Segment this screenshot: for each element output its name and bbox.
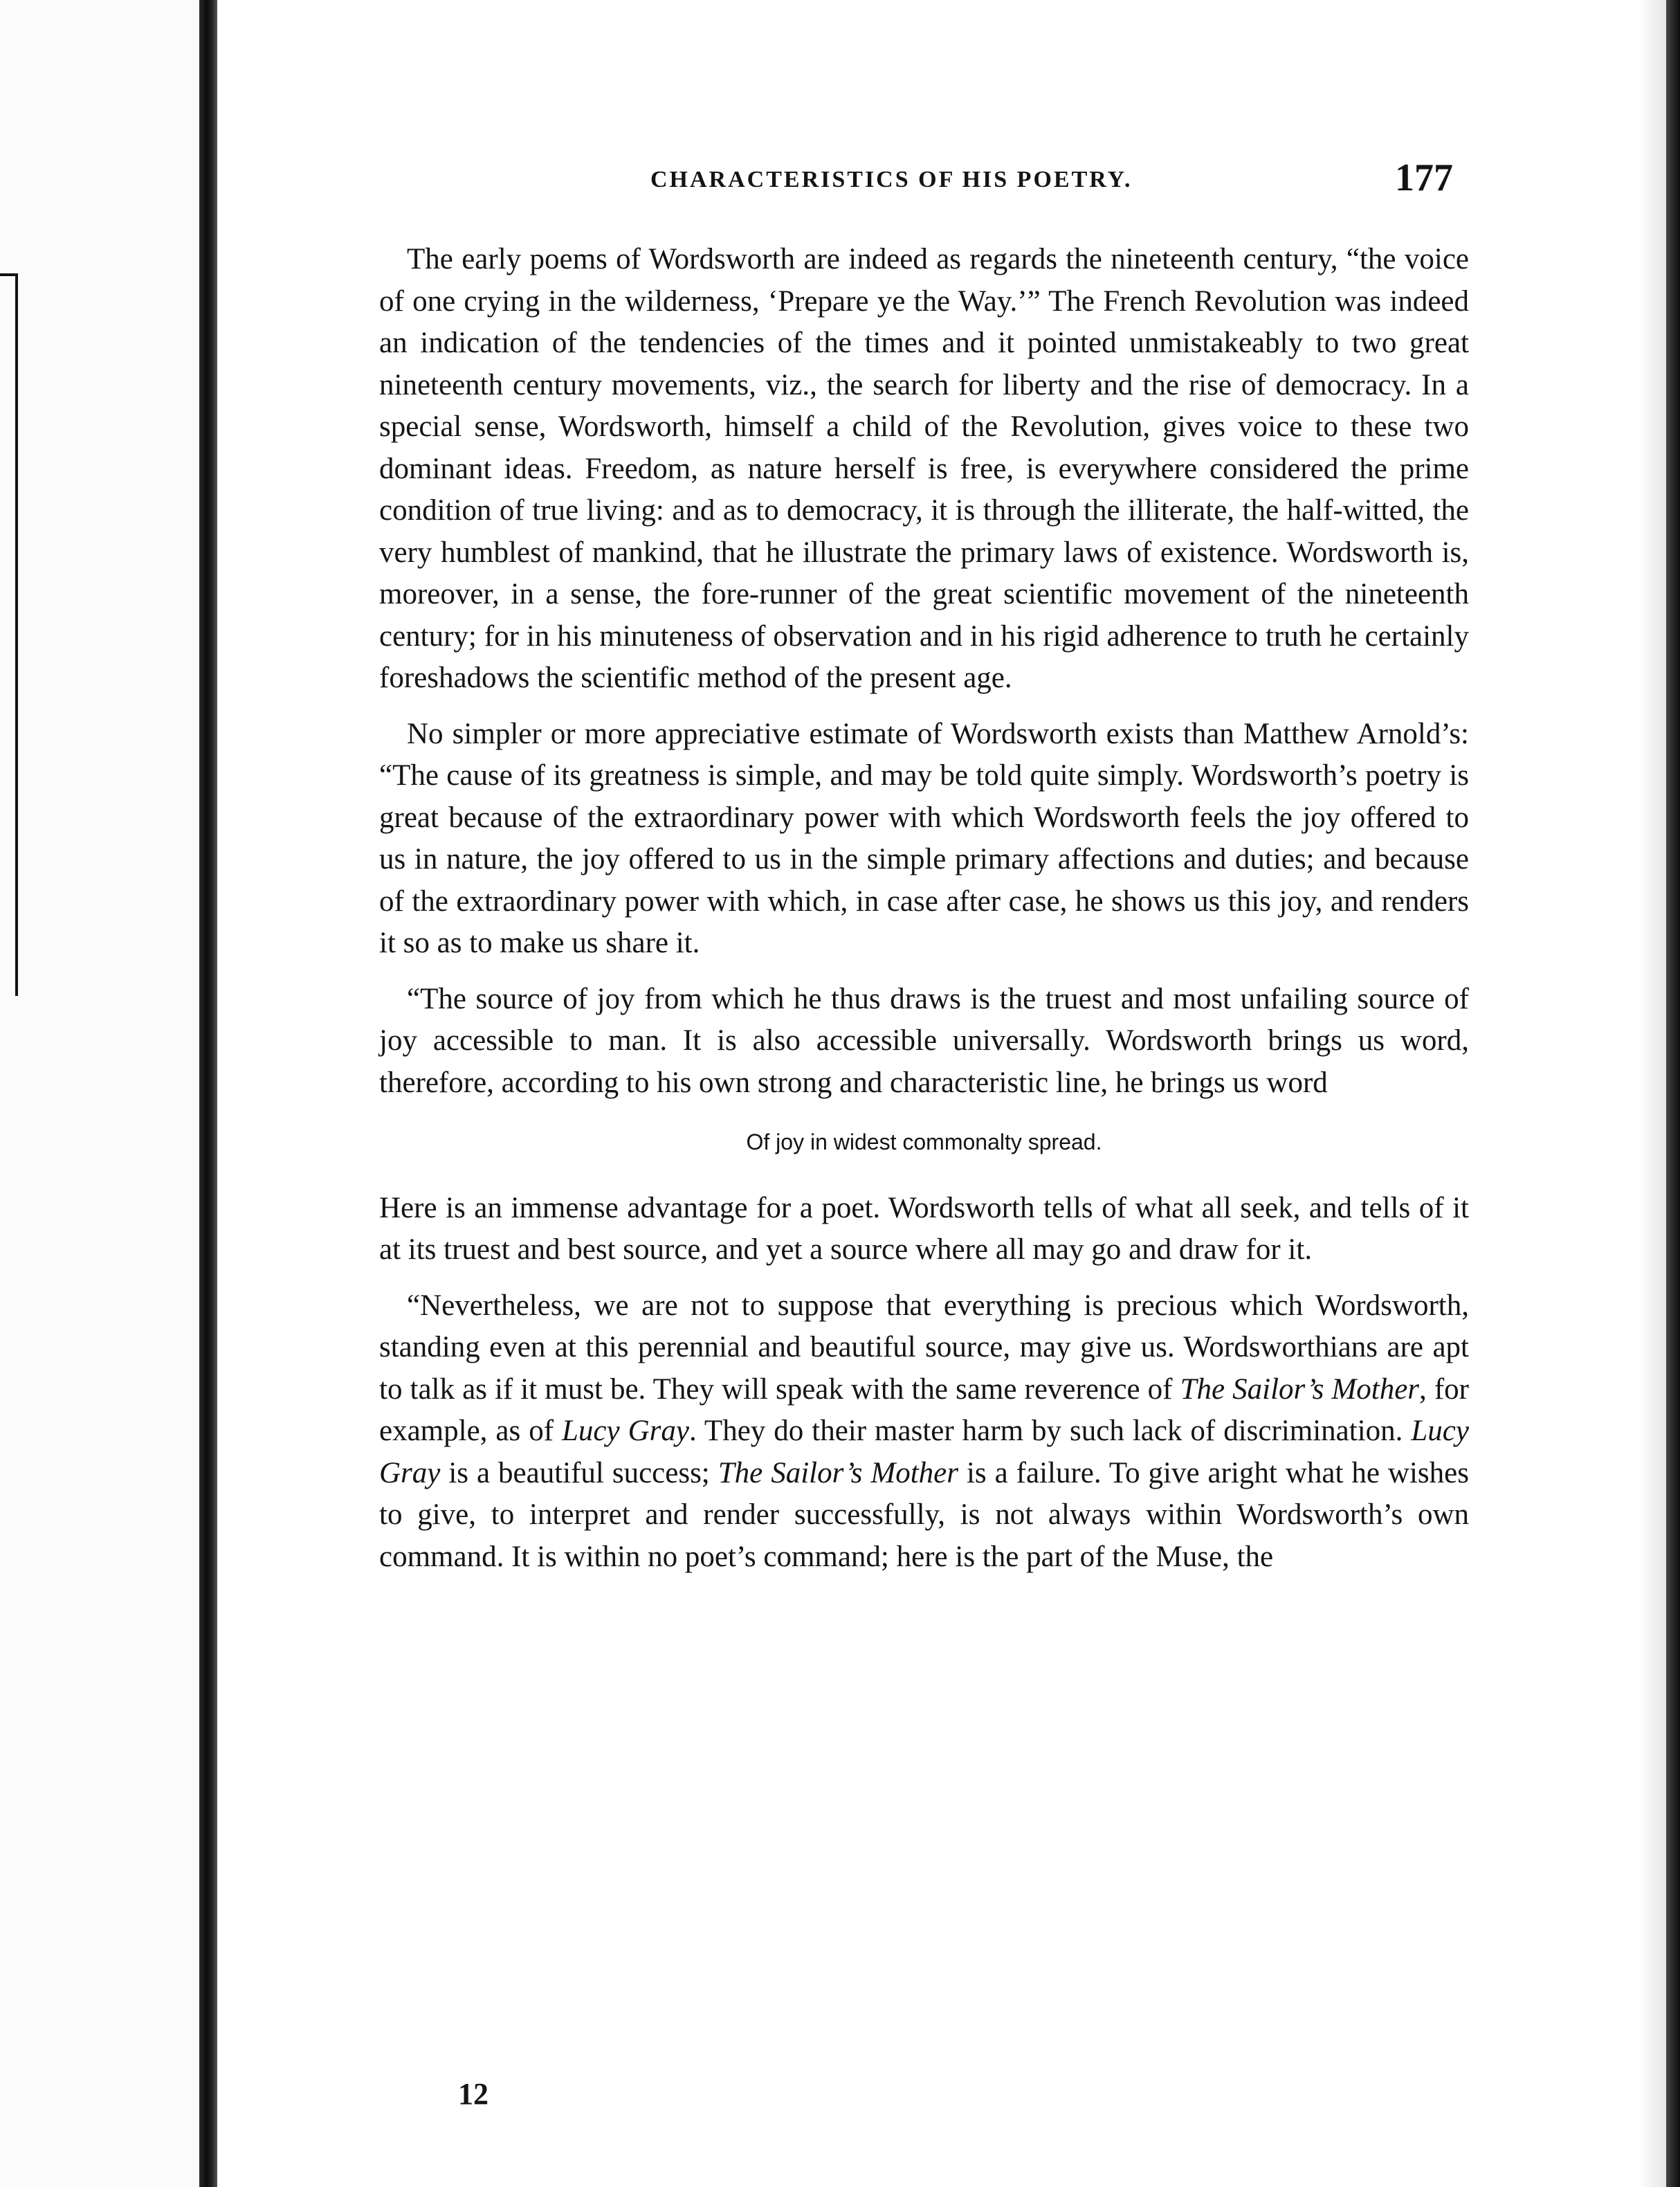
paragraph-5-text-d: is a beautiful success; <box>440 1456 718 1489</box>
title-lucy-gray: Lucy Gray <box>562 1415 689 1447</box>
signature-mark: 12 <box>458 2077 489 2111</box>
facing-page-frame-line <box>0 273 18 996</box>
paragraph-5 <box>379 1285 1469 1579</box>
paragraph-2: No simpler or more appreciative estimate of Wordsworth exists than Matthew Arnold’s: “The cause of its greatness is simple, and may be told quite simply. Wordsworth’s poetry is great because of the extraordinary power with which Wordsworth feels the joy offered to us in nature, the joy offered to us in the simple primary affections and duties; and because of the extraordinary power with which, in case after case, he shows us this joy, and renders it so as to make us share it. <box>379 717 1469 959</box>
paragraph-5-text-b: , for example, as of <box>379 1372 1469 1447</box>
running-head <box>374 156 1453 218</box>
paragraph-5-text-c: . They do their master harm by such lack of discrimination. <box>688 1415 1412 1447</box>
running-title: CHARACTERISTICS OF HIS POETRY. <box>650 167 1133 192</box>
paragraph-3: “The source of joy from which he thus draws is the truest and most unfailing source of joy accessible to man. It is also accessible universally. Wordsworth brings us word, therefore, according to his own strong and characteristic line, he brings us word <box>379 982 1469 1099</box>
page-edge-shadow <box>1638 0 1666 2187</box>
right-page-border <box>1666 0 1680 2187</box>
paragraph-5-text-a: “Nevertheless, we are not to suppose that everything is precious which Wordsworth, standing even at this perennial and beautiful source, may give us. Wordsworthians are apt to talk as if it must be. They will speak with the same reverence of <box>379 1289 1469 1406</box>
title-sailors-mother: The Sailor’s Mother <box>1180 1372 1420 1406</box>
verse-quotation: Of joy in widest commonalty spread. <box>746 1129 1102 1154</box>
title-sailors-mother-2: The Sailor’s Mother <box>718 1456 958 1489</box>
body-text <box>379 239 1469 1592</box>
paragraph-4: Here is an immense advantage for a poet. Wordsworth tells of what all seek, and tells of it at its truest and best source, and yet a source where all may go and draw for it. <box>379 1191 1469 1266</box>
book-binding-gutter <box>199 0 217 2187</box>
paragraph-5-text-e: is a failure. To give aright what he wishes to give, to interpret and render successfully, is not always within Wordsworth’s own command. It is within no poet’s command; here is the part of the Muse, the <box>379 1456 1469 1573</box>
facing-page-edge <box>0 0 208 2187</box>
title-lucy-gray-2: Lucy Gray <box>379 1415 1469 1489</box>
paragraph-1: The early poems of Wordsworth are indeed as regards the nineteenth century, “the voice of one crying in the wilderness, ‘Prepare ye the Way.’” The French Revolution was indeed an indication of the tendencies of the times and it pointed unmistakeably to two great nineteenth century movements, viz., the search for liberty and the rise of democracy. In a special sense, Wordsworth, himself a child of the Revolution, gives voice to these two dominant ideas. Freedom, as nature herself is free, is everywhere considered the prime condition of true living: and as to democracy, it is through the illiterate, the half-witted, the very humblest of mankind, that he illustrate the primary laws of existence. Wordsworth is, moreover, in a sense, the fore-runner of the great scientific movement of the nineteenth century; for in his minuteness of observation and in his rigid adherence to truth he certainly foreshadows the scientific method of the present age. <box>379 243 1469 694</box>
page-number: 177 <box>1395 156 1453 199</box>
